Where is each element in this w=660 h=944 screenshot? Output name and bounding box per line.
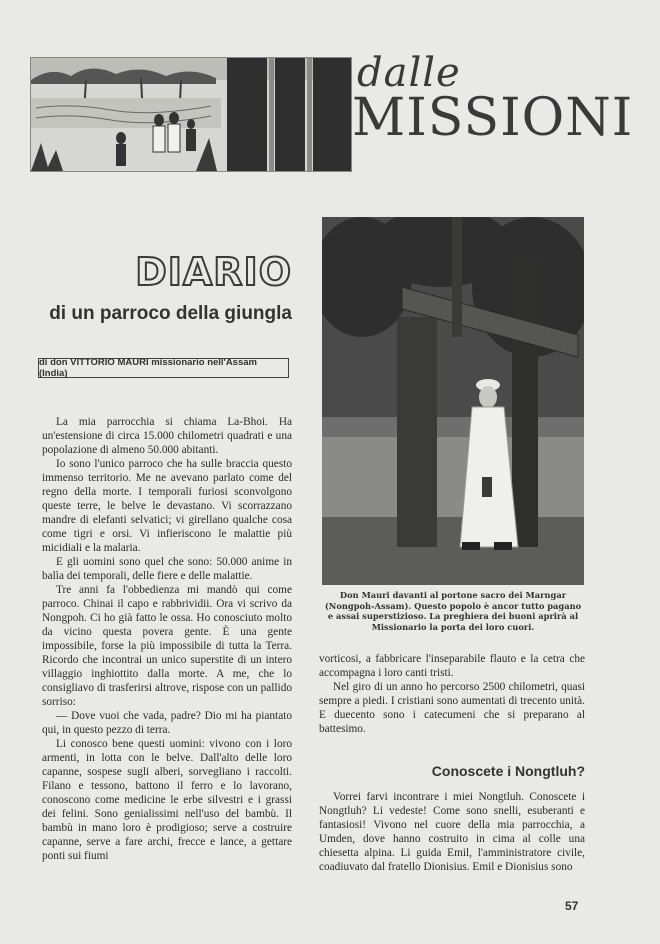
header-dalle: dalle (357, 50, 461, 96)
jungle-illustration (30, 57, 352, 172)
header-missioni: MISSIONI (352, 88, 634, 148)
page-number: 57 (565, 899, 579, 913)
paragraph: Io sono l'unico parroco che ha sulle braccia questo immenso territorio. Me ne avevano parlato come del regno della morte. I temporali furiosi sconvolgono queste terre, le belve le devastano. Vi scorrazzano mandre di elefanti selvatici; vi girellano qualche cosa come tigri e orsi. Vi infieriscono le malattie più micidiali e la malaria. (42, 458, 292, 554)
section-body (319, 790, 585, 874)
byline: di don VITTORIO MAURI missionario nell'Assam (India) (38, 358, 289, 378)
paragraph: Vorrei farvi incontrare i miei Nongtluh. Conoscete i Nongtluh? Li vedeste! Come sono snelli, esuberanti e fantasiosi! Vivono nel cuore della mia parrocchia, a Umden, dove hanno costruito in cima al colle una chiesetta alpina. Li guida Emil, l'amministratore civile, coadiuvato dal fratello Dionisius. Emil e Dionisius sono (319, 791, 585, 873)
left-column (42, 415, 292, 863)
paragraph: La mia parrocchia si chiama La-Bhoi. Ha un'estensione di circa 15.000 chilometri quadrati e una popolazione di almeno 50.000 abitanti. (42, 416, 292, 456)
paragraph: vorticosi, a fabbricare l'inseparabile flauto e la cetra che accompagna i loro canti tristi. (319, 653, 585, 679)
section-heading: Conoscete i Nongtluh? (431, 763, 585, 779)
article-title: DIARIO (135, 250, 292, 294)
paragraph: Tre anni fa l'obbedienza mi mandò qui come parroco. Chinai il capo e rabbrividii. Ora vi scrivo da Nongpoh. Ci ho già fatto le ossa. Ho conosciuto molto da vicino questa povera gente. È una gente impossibile, forse la più impossibile di tutta la Terra. Ricordo che incontrai un unico superstite di un intero villaggio inghiottito dalla morte. A me, che lo consigliavo di trasferirsi altrove, rispose con un pallido sorriso: (42, 584, 292, 708)
paragraph: E gli uomini sono quel che sono: 50.000 anime in balìa dei temporali, delle fiere e delle malattie. (42, 556, 292, 582)
paragraph: — Dove vuoi che vada, padre? Dio mi ha piantato qui, in questo pezzo di terra. (42, 710, 292, 736)
paragraph: Nel giro di un anno ho percorso 2500 chilometri, quasi sempre a piedi. I cristiani sono aumentati di trecento unità. E duecento sono i catecumeni che si preparano al battesimo. (319, 681, 585, 735)
paragraph: Li conosco bene questi uomini: vivono con i loro armenti, in lotta con le belve. Dall'alto delle loro capanne, sospese sugli alberi, sorvegliano i raccolti. Filano e tessono, battono il ferro e lo lavorano, conoscono come medicine le erbe silvestri e i grassi dei felini. Sono genialissimi nell'uso del bambù. Il bambù in mano loro è prodigioso; serve a costruire capanne, serve a fare archi, frecce e lance, a gettare ponti sui fiumi (42, 738, 292, 862)
missionary-photo (322, 217, 584, 585)
article-subtitle: di un parroco della giungla (49, 303, 292, 324)
right-column (319, 652, 585, 736)
photo-caption: Don Mauri davanti al portone sacro dei Marngar (Nongpoh-Assam). Questo popolo è ancor tutto pagano e assai superstizioso. La preghiera dei buoni aprirà al Missionario la porta dei loro cuori. (324, 590, 582, 632)
